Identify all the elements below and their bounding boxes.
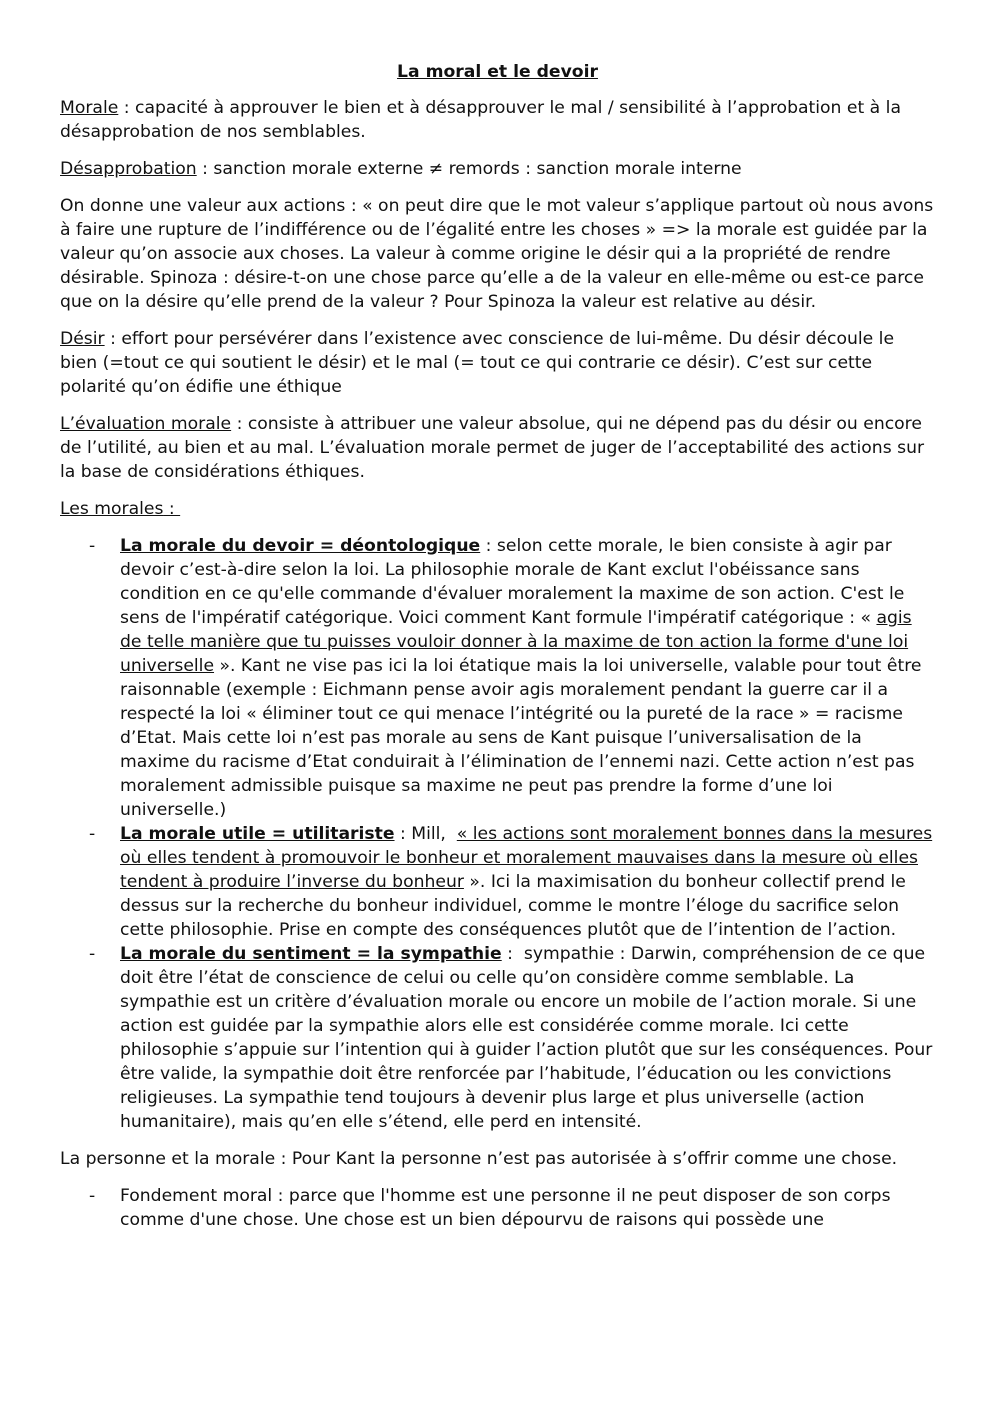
list-item: [60, 1184, 935, 1232]
document-title: La moral et le devoir: [397, 62, 598, 82]
paragraph-morale: [60, 96, 935, 144]
dash-bullet: -: [89, 1186, 96, 1206]
term-evaluation: L’évaluation morale: [60, 414, 232, 434]
morales-list: [60, 534, 938, 1134]
les-morales-colon: :: [163, 499, 181, 519]
dash-bullet: -: [89, 536, 96, 556]
definition-evaluation: : consiste à attribuer une valeur absolue, qui ne dépend pas du désir ou encore de l’utilité, au bien et au mal. L’évaluation morale permet de juger de l’acceptabilité des actions sur la base de considérations éthiques.: [60, 414, 925, 482]
morale-text: : sympathie : Darwin, compréhension de ce que doit être l’état de conscience de celui ou celle qu’on considère comme semblable. La sympathie est un critère d’évaluation morale ou encore un mobile de l’action morale. Si une action est guidée par la sympathie alors elle est considérée comme morale. Ici cette philosophie s’appuie sur l’intention qui à guider l’action plutôt que sur les conséquences. Pour être valide, la sympathie doit être renforcée par l’habitude, l’éducation ou les convictions religieuses. La sympathie tend toujours à devenir plus large et plus universelle (action humanitaire), mais qu’en elle s’étend, elle perd en intensité.: [120, 944, 938, 1132]
morale-quote: agis de telle manière que tu puisses vouloir donner à la maxime de ton action la forme d'une loi universelle: [120, 608, 912, 676]
term-desapprobation: Désapprobation: [60, 159, 197, 179]
morale-heading: La morale utile = utilitariste: [120, 824, 395, 844]
morale-text: : selon cette morale, le bien consiste à agir par devoir c’est-à-dire selon la loi. La philosophie morale de Kant exclut l'obéissance sans condition en ce qu'elle commande d'évaluer moralement la maxime de son action. C'est le sens de l'impératif catégorique. Voici comment Kant formule l'impératif catégorique : «: [120, 536, 905, 628]
paragraph-evaluation: [60, 412, 935, 484]
morale-text: : Mill,: [394, 824, 457, 844]
paragraph-valeur: On donne une valeur aux actions : « on peut dire que le mot valeur s’applique partout où nous avons à faire une rupture de l’indifférence ou de l’égalité entre les choses » => la morale est guidée par la valeur qu’on associe aux choses. La valeur à comme origine le désir qui a la propriété de rendre désirable. Spinoza : désire-t-on une chose parce qu’elle a de la valeur en elle-même ou est-ce parce que on la désire qu’elle prend de la valeur ? Pour Spinoza la valeur est relative au désir.: [60, 196, 934, 312]
personne-list: [60, 1184, 935, 1232]
paragraph-desapprobation: [60, 157, 935, 181]
term-desir: Désir: [60, 329, 105, 349]
definition-desir: : effort pour persévérer dans l’existence avec conscience de lui-même. Du désir découle le bien (=tout ce qui soutient le désir) et le mal (= tout ce qui contrarie ce désir). C’est sur cette polarité qu’on édifie une éthique: [60, 329, 895, 397]
morale-text-continued: ». Ici la maximisation du bonheur collectif prend le dessus sur la recherche du bonheur individuel, comme le montre l’éloge du sacrifice selon cette philosophie. Prise en compte des conséquences plutôt que de l’intention de l’action.: [120, 872, 906, 940]
list-item: [60, 534, 935, 822]
definition-desapprobation: : sanction morale externe ≠ remords : sanction morale interne: [196, 159, 742, 179]
term-morale: Morale: [60, 98, 119, 118]
paragraph-les-morales: [60, 497, 935, 521]
term-les-morales: Les morales: [60, 499, 164, 519]
morale-heading: La morale du devoir = déontologique: [120, 536, 481, 556]
morale-heading: La morale du sentiment = la sympathie: [120, 944, 502, 964]
list-item: [60, 822, 935, 942]
paragraph-desir: [60, 327, 935, 399]
dash-bullet: -: [89, 824, 96, 844]
definition-morale: : capacité à approuver le bien et à désapprouver le mal / sensibilité à l’approbation et à la désapprobation de nos semblables.: [60, 98, 901, 142]
list-item: [60, 942, 938, 1134]
dash-bullet: -: [89, 944, 96, 964]
morale-text-continued: ». Kant ne vise pas ici la loi étatique mais la loi universelle, valable pour tout être raisonnable (exemple : Eichmann pense avoir agis moralement pendant la guerre car il a respecté la loi « éliminer tout ce qui menace l’intégrité ou la pureté de la race » = racisme d’Etat. Mais cette loi n’est pas morale au sens de Kant puisque l’universalisation de la maxime du racisme d’Etat conduirait à l’élimination de l’ennemi nazi. Cette action n’est pas moralement admissible puisque sa maxime ne peut pas prendre la forme d’une loi universelle.): [120, 656, 922, 820]
paragraph-personne: La personne et la morale : Pour Kant la personne n’est pas autorisée à s’offrir comme une chose.: [60, 1149, 898, 1169]
fondement-text: Fondement moral : parce que l'homme est une personne il ne peut disposer de son corps comme d'une chose. Une chose est un bien dépourvu de raisons qui possède une: [120, 1186, 891, 1230]
document-page: [60, 60, 938, 1245]
morale-quote: « les actions sont moralement bonnes dans la mesures où elles tendent à promouvoir le bonheur et moralement mauvaises dans la mesure où elles tendent à produire l’inverse du bonheur: [120, 824, 933, 892]
